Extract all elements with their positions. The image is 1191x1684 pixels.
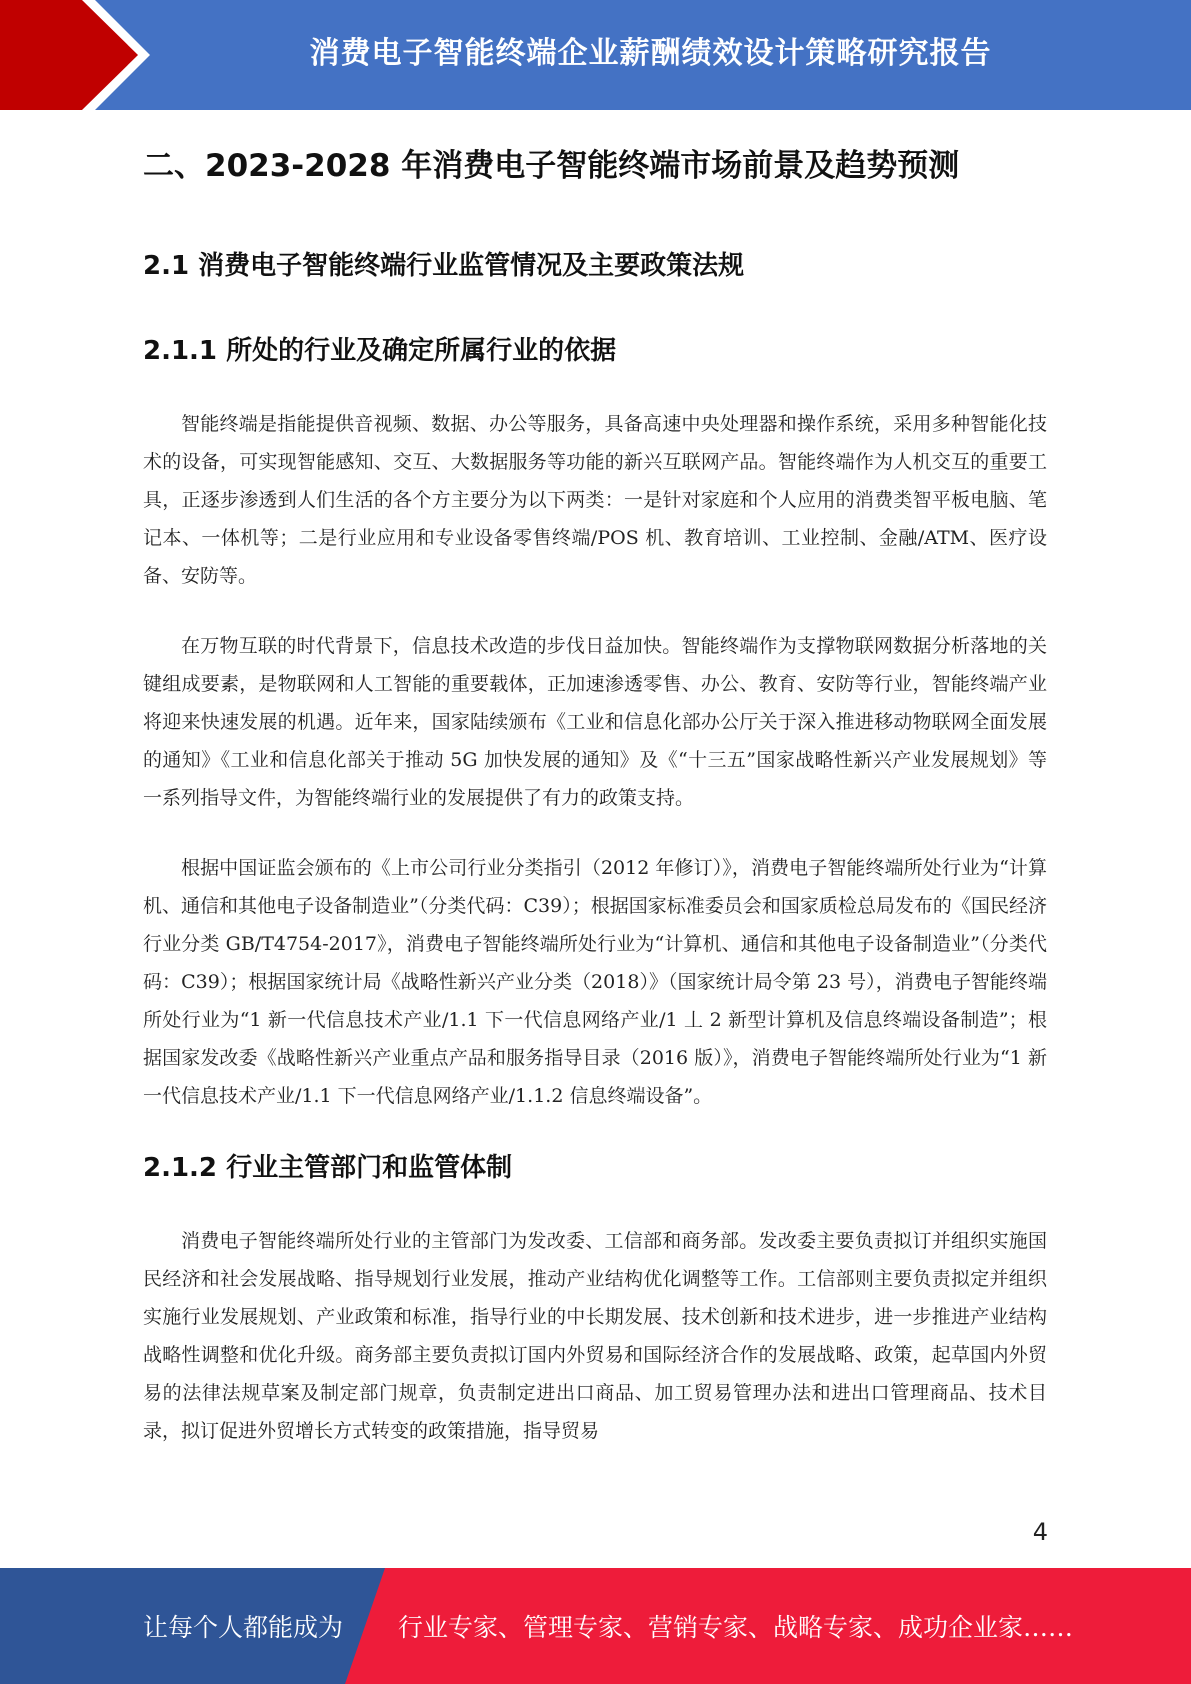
- chapter-heading: 二、2023-2028 年消费电子智能终端市场前景及趋势预测: [143, 148, 960, 184]
- section-heading: 2.1 消费电子智能终端行业监管情况及主要政策法规: [143, 251, 745, 281]
- page-footer: [0, 1568, 1191, 1684]
- footer-slogan-left: 让每个人都能成为: [143, 1613, 344, 1642]
- header-arrow-icon: [0, 0, 160, 110]
- paragraph-authorities: 消费电子智能终端所处行业的主管部门为发改委、工信部和商务部。发改委主要负责拟订并组织实施国民经济和社会发展战略、指导规划行业发展，推动产业结构优化调整等工作。工信部则主要负责拟定并组织实施行业发展规划、产业政策和标准，指导行业的中长期发展、技术创新和技术进步，进一步推进产业结构战略性调整和优化升级。商务部主要负责拟订国内外贸易和国际经济合作的发展战略、政策，起草国内外贸易的法律法规草案及制定部门规章，负责制定进出口商品、加工贸易管理办法和进出口管理商品、技术目录，拟订促进外贸增长方式转变的政策措施，指导贸易: [143, 1230, 1047, 1442]
- paragraph-definition: 智能终端是指能提供音视频、数据、办公等服务，具备高速中央处理器和操作系统，采用多种智能化技术的设备，可实现智能感知、交互、大数据服务等功能的新兴互联网产品。智能终端作为人机交互的重要工具，正逐步渗透到人们生活的各个方主要分为以下两类：一是针对家庭和个人应用的消费类智平板电脑、笔记本、一体机等；二是行业应用和专业设备零售终端/POS 机、教育培训、工业控制、金融/ATM、医疗设备、安防等。: [143, 413, 1047, 587]
- page-number: 4: [1032, 1518, 1048, 1546]
- subsection-heading-regulation: 2.1.2 行业主管部门和监管体制: [143, 1153, 513, 1183]
- page-header: [0, 0, 1191, 110]
- paragraph-background: 在万物互联的时代背景下，信息技术改造的步伐日益加快。智能终端作为支撑物联网数据分析落地的关键组成要素，是物联网和人工智能的重要载体，正加速渗透零售、办公、教育、安防等行业，智能终端产业将迎来快速发展的机遇。近年来，国家陆续颁布《工业和信息化部办公厅关于深入推进移动物联网全面发展的通知》《工业和信息化部关于推动 5G 加快发展的通知》及《“十三五”国家战略性新兴产业发展规划》等一系列指导文件，为智能终端行业的发展提供了有力的政策支持。: [143, 635, 1047, 809]
- paragraph-classification: 根据中国证监会颁布的《上市公司行业分类指引（2012 年修订）》，消费电子智能终端所处行业为“计算机、通信和其他电子设备制造业”（分类代码：C39）；根据国家标准委员会和国家质检总局发布的《国民经济行业分类 GB/T4754-2017》，消费电子智能终端所处行业为“计算机、通信和其他电子设备制造业”（分类代码：C39）；根据国家统计局《战略性新兴产业分类（2018）》（国家统计局令第 23 号），消费电子智能终端所处行业为“1 新一代信息技术产业/1.1 下一代信息网络产业/1 丄 2 新型计算机及信息终端设备制造”；根据国家发改委《战略性新兴产业重点产品和服务指导目录（2016 版）》，消费电子智能终端所处行业为“1 新一代信息技术产业/1.1 下一代信息网络产业/1.1.2 信息终端设备”。: [143, 857, 1047, 1107]
- subsection-heading-industry: 2.1.1 所处的行业及确定所属行业的依据: [143, 336, 617, 366]
- page-content: [143, 128, 1047, 1482]
- footer-slogan-right: 行业专家、管理专家、营销专家、战略专家、成功企业家……: [398, 1613, 1074, 1642]
- report-title: 消费电子智能终端企业薪酬绩效设计策略研究报告: [309, 36, 992, 71]
